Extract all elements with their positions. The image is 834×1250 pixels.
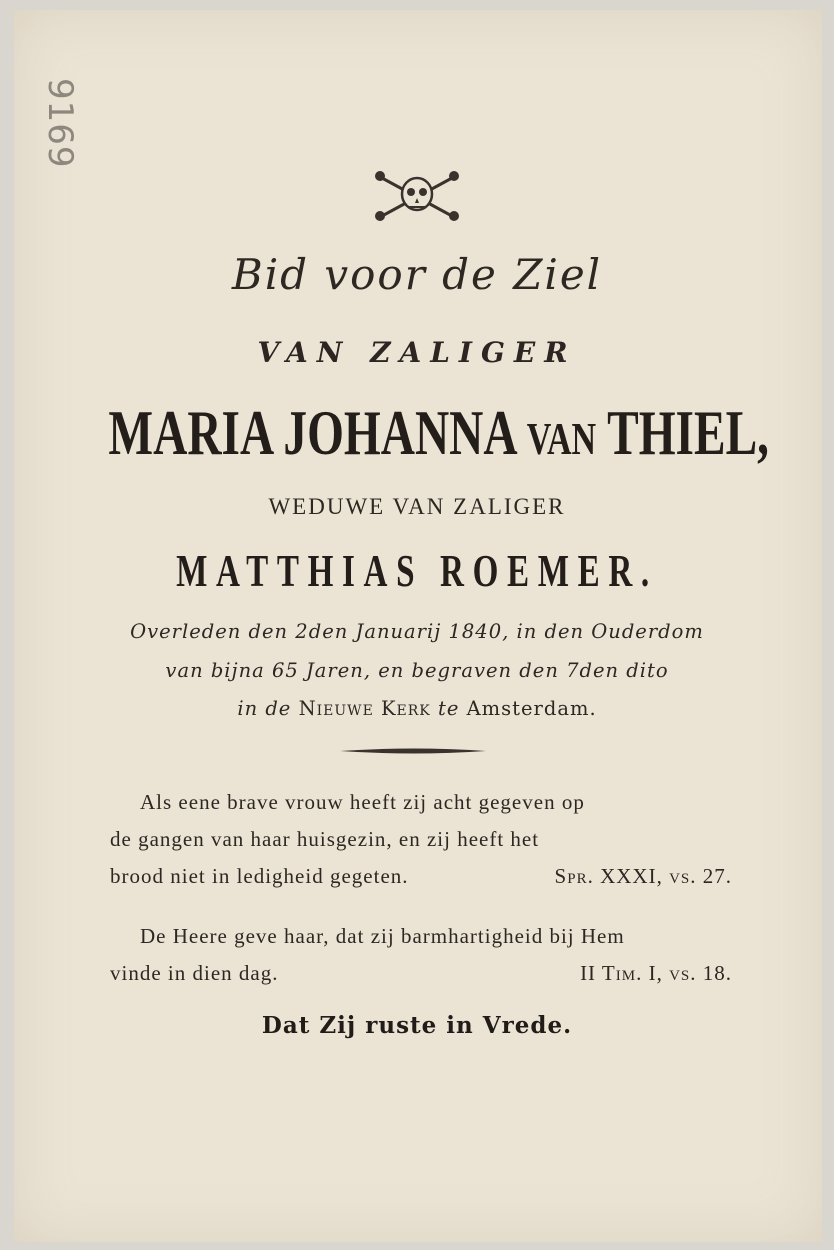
verse-line: De Heere geve haar, dat zij barmhartigheid bij Hem xyxy=(140,924,625,948)
prayer-heading: Bid voor de Ziel xyxy=(231,250,603,299)
archive-number: 9169 xyxy=(40,78,80,169)
deceased-surname: THIEL, xyxy=(607,397,769,468)
verse-text: brood niet in ledigheid gegeten. xyxy=(110,864,409,888)
verse-line xyxy=(110,955,732,992)
obituary-line-3 xyxy=(0,697,834,720)
deceased-name-particle: VAN xyxy=(526,413,597,464)
timothy-verse xyxy=(110,918,732,992)
widow-line: WEDUWE VAN ZALIGER xyxy=(268,494,566,519)
city-name: Amsterdam. xyxy=(466,697,597,720)
verse-reference: Spr. XXXI, vs. 27. xyxy=(554,864,732,888)
verse-line xyxy=(110,858,732,895)
verse-line: Als eene brave vrouw heeft zij acht gegeven op xyxy=(140,790,585,814)
obituary-line-2: van bijna 65 Jaren, en begraven den 7den dito xyxy=(165,659,669,682)
verse-text: vinde in dien dag. xyxy=(110,961,279,985)
husband-name: MATTHIAS ROEMER. xyxy=(176,545,658,596)
ornamental-rule xyxy=(340,746,486,756)
obituary-line-1: Overleden den 2den Januarij 1840, in den Ouderdom xyxy=(130,620,704,643)
church-name: Nieuwe Kerk xyxy=(298,697,431,720)
deceased-first-names: MARIA JOHANNA xyxy=(108,397,515,468)
proverbs-verse xyxy=(110,784,732,895)
verse-reference: II Tim. I, vs. 18. xyxy=(580,961,732,985)
obituary-in-de: in de xyxy=(237,697,292,720)
skull-and-crossbones-icon xyxy=(372,168,462,224)
van-zaliger-subheading: VAN ZALIGER xyxy=(257,336,577,369)
closing-prayer: Dat Zij ruste in Vrede. xyxy=(261,1012,573,1039)
obituary-te: te xyxy=(437,697,460,720)
deceased-name xyxy=(108,396,769,470)
verse-line: de gangen van haar huisgezin, en zij heeft het xyxy=(110,827,540,851)
